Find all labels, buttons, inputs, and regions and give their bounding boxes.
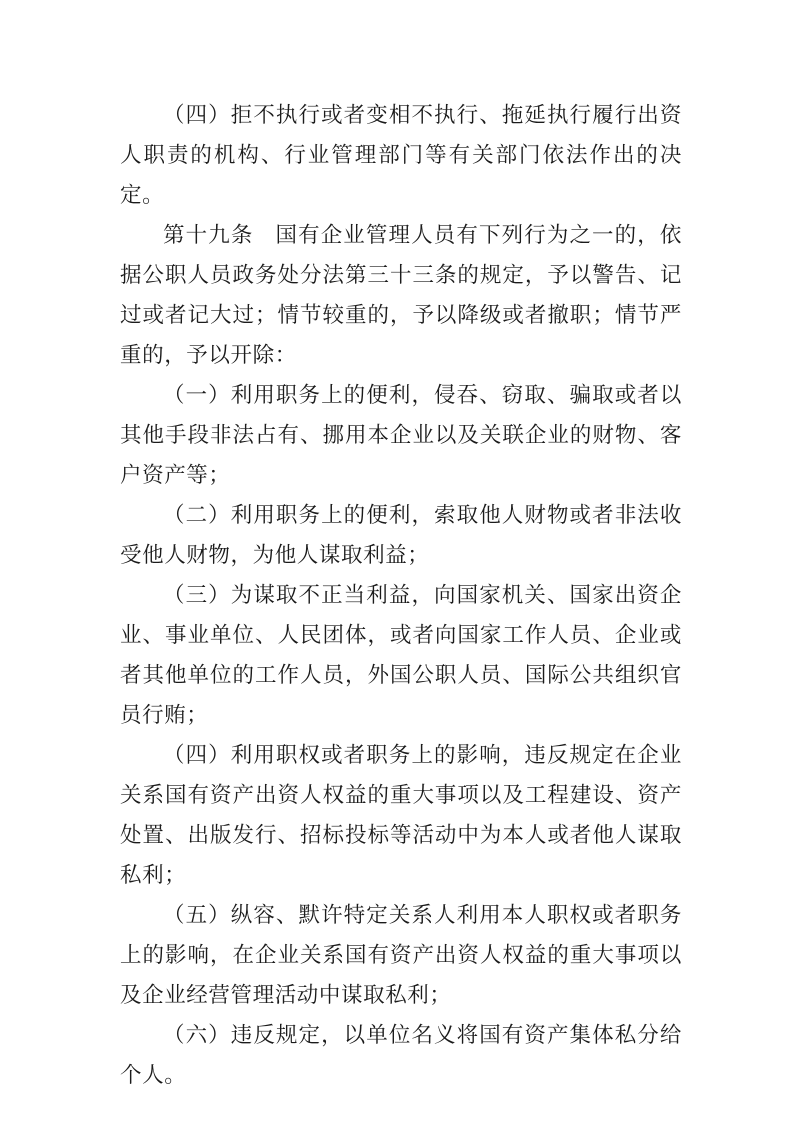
article-number: 第十九条 xyxy=(163,223,254,248)
paragraph-text: （二）利用职务上的便利，索取他人财物或者非法收受他人财物，为他人谋取利益； xyxy=(120,503,682,568)
article-19 xyxy=(120,216,682,376)
paragraph-item-1 xyxy=(120,376,682,496)
paragraph-item-5 xyxy=(120,896,682,1016)
paragraph-item-6 xyxy=(120,1016,682,1096)
paragraph-text: （五）纵容、默许特定关系人利用本人职权或者职务上的影响，在企业关系国有资产出资人权益的重大事项以及企业经营管理活动中谋取私利； xyxy=(120,903,682,1008)
paragraph-text: （一）利用职务上的便利，侵吞、窃取、骗取或者以其他手段非法占有、挪用本企业以及关联企业的财物、客户资产等； xyxy=(120,383,682,488)
paragraph-text: （四）拒不执行或者变相不执行、拖延执行履行出资人职责的机构、行业管理部门等有关部门依法作出的决定。 xyxy=(120,103,682,208)
paragraph-text: （六）违反规定，以单位名义将国有资产集体私分给个人。 xyxy=(120,1023,682,1088)
paragraph-item-3 xyxy=(120,576,682,736)
paragraph-item-4 xyxy=(120,736,682,896)
paragraph-text: （三）为谋取不正当利益，向国家机关、国家出资企业、事业单位、人民团体，或者向国家工作人员、企业或者其他单位的工作人员，外国公职人员、国际公共组织官员行贿； xyxy=(120,583,682,728)
paragraph-text: （四）利用职权或者职务上的影响，违反规定在企业关系国有资产出资人权益的重大事项以及工程建设、资产处置、出版发行、招标投标等活动中为本人或者他人谋取私利； xyxy=(120,743,682,888)
paragraph-item-4-prev xyxy=(120,96,682,216)
paragraph-item-2 xyxy=(120,496,682,576)
paragraph-text: 国有企业管理人员有下列行为之一的，依据公职人员政务处分法第三十三条的规定，予以警告、记过或者记大过；情节较重的，予以降级或者撤职；情节严重的，予以开除： xyxy=(120,223,682,368)
document-body xyxy=(120,96,682,1096)
